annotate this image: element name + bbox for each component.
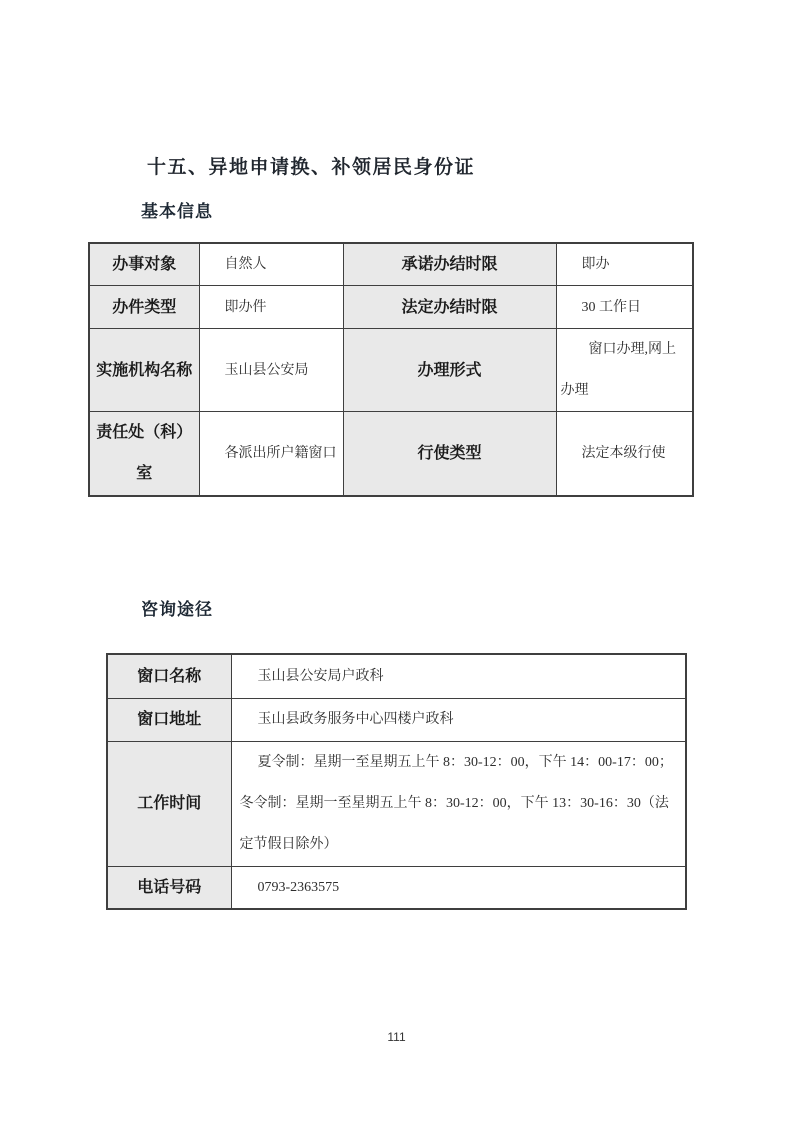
section-heading-basic-info: 基本信息 [141,202,213,221]
section-heading-consult: 咨询途径 [141,600,213,619]
row-label: 办件类型 [89,286,199,329]
row-label: 窗口名称 [107,654,231,698]
basic-info-table [88,242,694,497]
row-value: 即办件 [199,286,343,329]
table-row [107,741,686,866]
row-value: 玉山县政务服务中心四楼户政科 [231,698,686,741]
row-value: 夏令制：星期一至星期五上午 8：30-12：00，下午 14：00-17：00；冬令制：星期一至星期五上午 8：30-12：00，下午 13：30-16：30（法定节假日除外） [231,741,686,866]
row-label: 承诺办结时限 [343,243,556,286]
document-title: 十五、异地申请换、补领居民身份证 [147,157,476,178]
row-label: 工作时间 [107,741,231,866]
table-row [107,654,686,698]
row-value: 法定本级行使 [556,412,693,496]
row-value: 玉山县公安局 [199,329,343,412]
page-number: 111 [387,1030,406,1044]
row-value: 即办 [556,243,693,286]
row-value: 窗口办理,网上办理 [556,329,693,412]
row-label: 电话号码 [107,866,231,909]
table-row [107,866,686,909]
table-row [89,243,693,286]
row-label: 实施机构名称 [89,329,199,412]
row-value: 自然人 [199,243,343,286]
row-label: 法定办结时限 [343,286,556,329]
row-value: 0793-2363575 [231,866,686,909]
table-row [89,329,693,412]
row-value: 玉山县公安局户政科 [231,654,686,698]
table-row [89,412,693,496]
row-value: 各派出所户籍窗口 [199,412,343,496]
row-label: 责任处（科）室 [89,412,199,496]
table-row [89,286,693,329]
row-label: 窗口地址 [107,698,231,741]
row-label: 办事对象 [89,243,199,286]
row-value: 30 工作日 [556,286,693,329]
row-label: 办理形式 [343,329,556,412]
consult-table [106,653,687,910]
table-row [107,698,686,741]
row-label: 行使类型 [343,412,556,496]
